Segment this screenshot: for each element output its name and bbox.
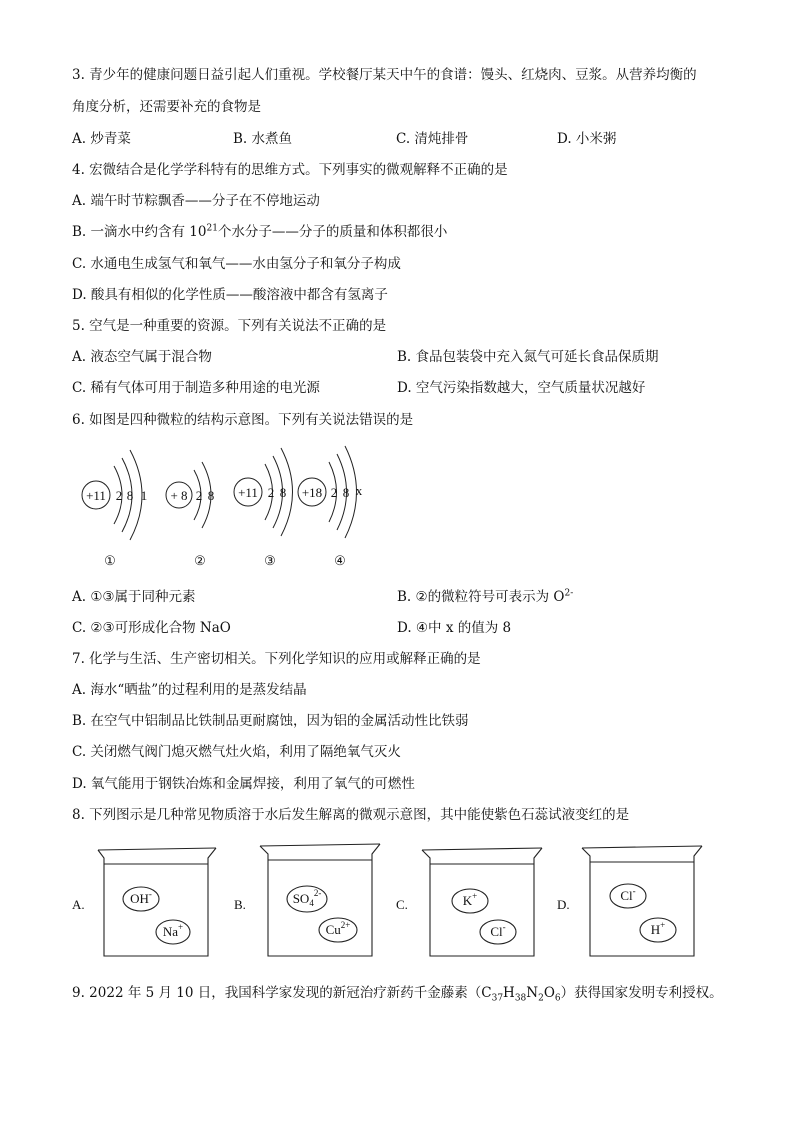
q4-option-c: C. 水通电生成氢气和氧气——水由氢分子和氧分子构成 <box>72 256 401 272</box>
q7-option-b: B. 在空气中铝制品比铁制品更耐腐蚀，因为铝的金属活动性比铁弱 <box>72 713 469 729</box>
particle-4-label: ④ <box>334 553 346 568</box>
q3-stem-line2: 角度分析，还需要补充的食物是 <box>72 99 261 115</box>
q7-option-d: D. 氧气能用于钢铁冶炼和金属焊接，利用了氧气的可燃性 <box>72 776 415 792</box>
q5-option-a: A. 液态空气属于混合物 <box>72 349 212 365</box>
q7-option-a: A. 海水“晒盐”的过程利用的是蒸发结晶 <box>72 682 307 698</box>
particle-1-label: ① <box>104 553 116 568</box>
beaker-a-ion-2: Na+ <box>162 922 184 939</box>
q3-stem-line1: 3. 青少年的健康问题日益引起人们重视。学校餐厅某天中午的食谱：馒头、红烧肉、豆浆。从营养均衡的 <box>72 67 697 83</box>
particle-1-shell-1: 2 <box>115 488 123 503</box>
beaker-d-ion-1: Cl- <box>620 886 636 903</box>
q5-option-c: C. 稀有气体可用于制造多种用途的电光源 <box>72 380 320 396</box>
q4-option-d: D. 酸具有相似的化学性质——酸溶液中都含有氢离子 <box>72 287 388 303</box>
q6-option-b: B. ②的微粒符号可表示为 $O^{2-}$ <box>397 588 574 605</box>
atomic-structure-diagram <box>72 444 402 574</box>
q7-stem: 7. 化学与生活、生产密切相关。下列化学知识的应用或解释正确的是 <box>72 651 481 667</box>
beaker-d-label: D. <box>557 897 570 912</box>
particle-1-shell-2: 8 <box>126 488 134 503</box>
particle-2-nucleus: + 8 <box>170 488 188 503</box>
q4-option-b: B. 一滴水中约含有 $10^{21}$个水分子——分子的质量和体积都很小 <box>72 223 448 240</box>
beaker-b-ion-1: $SO_4^{2-}$ <box>292 888 322 908</box>
q3-option-d: D. 小米粥 <box>557 131 617 147</box>
q8-stem: 8. 下列图示是几种常见物质溶于水后发生解离的微观示意图，其中能使紫色石蕊试液变红的是 <box>72 807 630 823</box>
particle-2-shell-2: 8 <box>207 488 215 503</box>
particle-2-label: ② <box>194 553 206 568</box>
q6-option-d: D. ④中 x 的值为 8 <box>397 620 512 636</box>
particle-1-nucleus: +11 <box>86 488 106 503</box>
beaker-c-ion-2: Cl- <box>490 922 506 939</box>
q5-option-d: D. 空气污染指数越大，空气质量状况越好 <box>397 380 646 396</box>
q3-option-b: B. 水煮鱼 <box>233 131 293 147</box>
beaker-b-label: B. <box>234 897 246 912</box>
q4-stem: 4. 宏微结合是化学学科特有的思维方式。下列事实的微观解释不正确的是 <box>72 162 508 178</box>
beaker-c-label: C. <box>396 897 408 912</box>
beaker-a-ion-1: OH- <box>130 889 152 906</box>
q3-option-a: A. 炒青菜 <box>72 131 131 147</box>
beaker-diagram <box>60 838 730 968</box>
beaker-d-ion-2: H+ <box>650 920 666 937</box>
particle-3-label: ③ <box>264 553 276 568</box>
beaker-a-label: A. <box>72 897 85 912</box>
q4-option-a: A. 端午时节粽飘香——分子在不停地运动 <box>72 193 320 209</box>
particle-1-shell-3: 1 <box>140 488 148 503</box>
q3-option-c: C. 清炖排骨 <box>396 131 469 147</box>
q5-option-b: B. 食品包装袋中充入氮气可延长食品保质期 <box>397 349 659 365</box>
q7-option-c: C. 关闭燃气阀门熄灭燃气灶火焰，利用了隔绝氧气灭火 <box>72 744 401 760</box>
particle-4-shell-1: 2 <box>330 485 338 500</box>
q5-stem: 5. 空气是一种重要的资源。下列有关说法不正确的是 <box>72 318 387 334</box>
q6-option-c: C. ②③可形成化合物 NaO <box>72 620 231 636</box>
q6-option-a: A. ①③属于同种元素 <box>72 589 196 605</box>
particle-3-shell-1: 2 <box>267 485 275 500</box>
beaker-c-ion-1: K+ <box>462 891 478 908</box>
particle-2-shell-1: 2 <box>195 488 203 503</box>
particle-4-shell-2: 8 <box>342 485 350 500</box>
particle-3-shell-2: 8 <box>279 485 287 500</box>
q6-stem: 6. 如图是四种微粒的结构示意图。下列有关说法错误的是 <box>72 412 414 428</box>
particle-4-nucleus: +18 <box>301 485 323 500</box>
q9-stem: 9. 2022 年 5 月 10 日，我国科学家发现的新冠治疗新药千金藤素$(C_{37}H_{38}N_2O_6)$获得国家发明专利授权。 <box>72 985 723 1004</box>
beaker-b-ion-2: $Cu^{2+}$ <box>325 920 351 937</box>
particle-3-nucleus: +11 <box>238 485 258 500</box>
particle-4-shell-3: x <box>355 483 363 498</box>
